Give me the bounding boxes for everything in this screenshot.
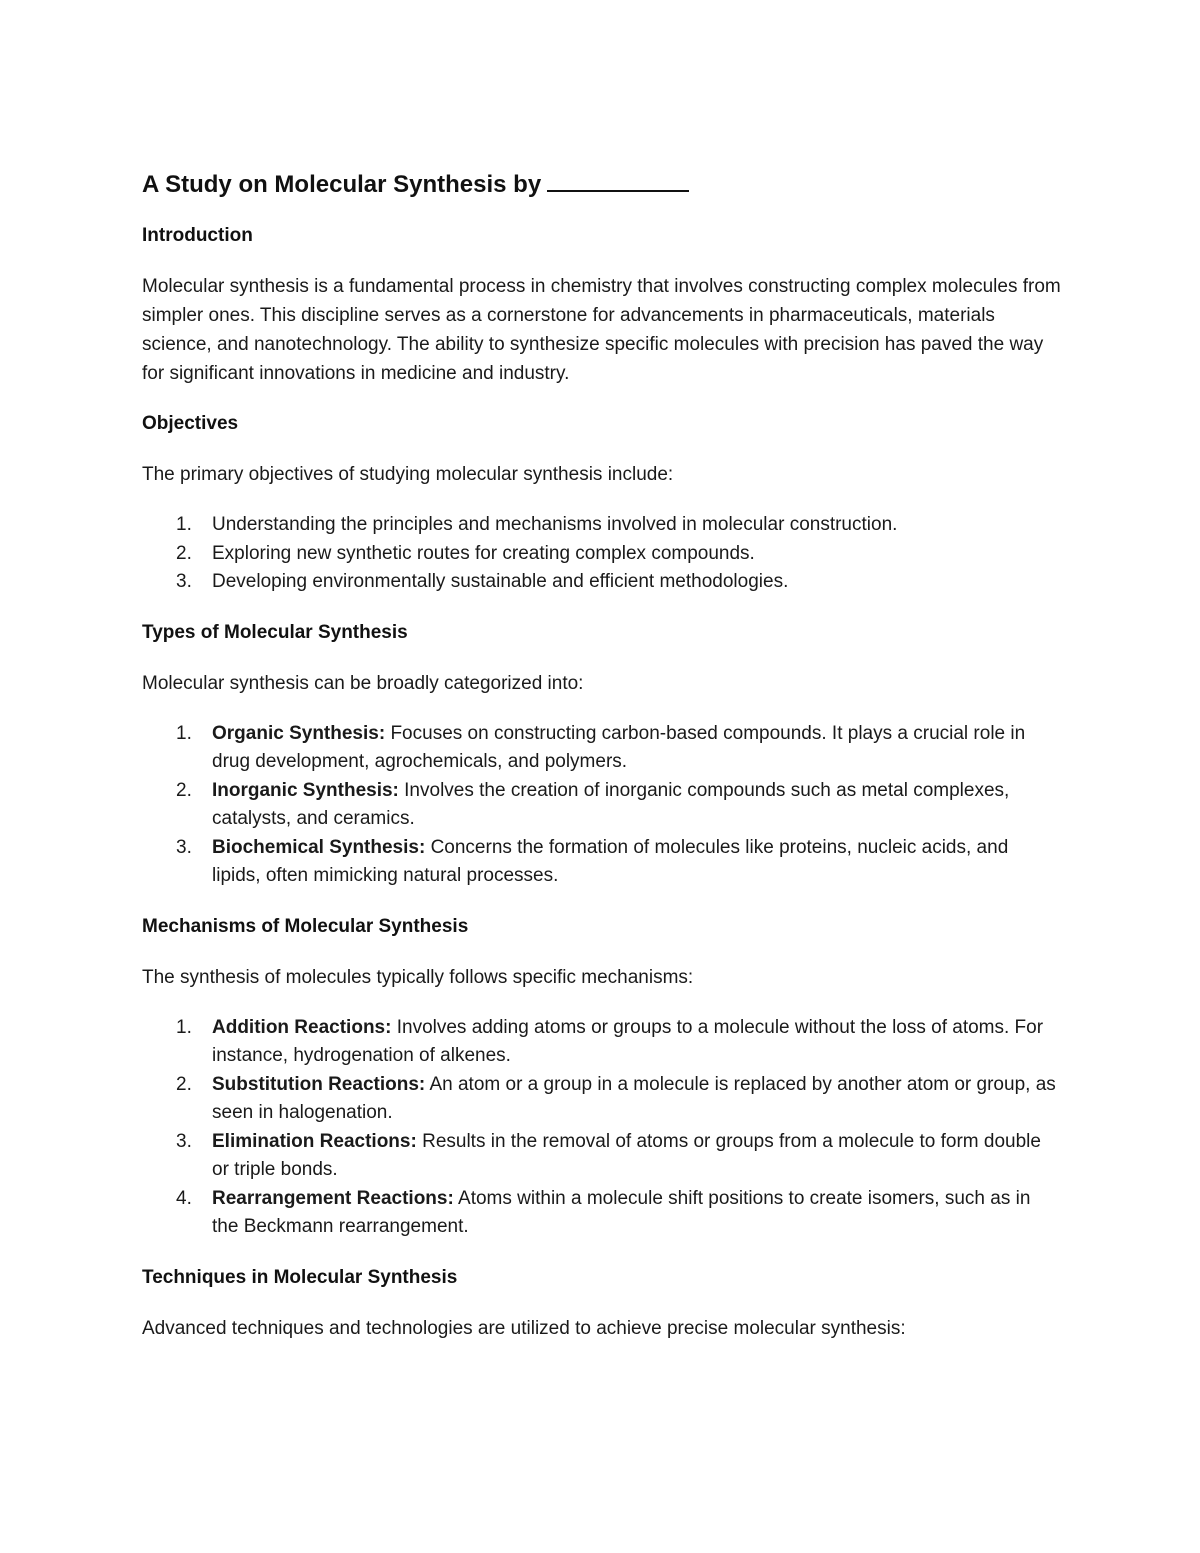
heading-types: Types of Molecular Synthesis [142,621,408,643]
objectives-paragraph: The primary objectives of studying molecular synthesis include: [142,464,674,485]
mechanisms-list [142,1014,1062,1242]
list-item-text: An atom or a group in a molecule is replaced by another atom or group, as seen in halogenation. [212,1073,1056,1123]
document-page [142,168,1062,1365]
list-item [142,568,1062,597]
heading-objectives: Objectives [142,413,239,434]
document-title-text: A Study on Molecular Synthesis by [142,171,542,198]
list-item [142,1071,1062,1128]
list-item-text: Results in the removal of atoms or groups from a molecule to form double or triple bonds. [212,1130,1041,1180]
list-number: 1. [176,514,192,535]
list-item-term: Inorganic Synthesis: [212,779,399,801]
list-item [142,511,1062,540]
list-item [142,777,1062,834]
list-item-text: Exploring new synthetic routes for creating complex compounds. [212,542,755,564]
list-item-text: Involves adding atoms or groups to a molecule without the loss of atoms. For instance, hydrogenation of alkenes. [212,1016,1044,1066]
techniques-paragraph: Advanced techniques and technologies are utilized to achieve precise molecular synthesis: [142,1317,906,1339]
heading-techniques: Techniques in Molecular Synthesis [142,1266,458,1288]
list-item-term: Organic Synthesis: [212,722,386,744]
types-list [142,720,1062,891]
list-item [142,1185,1062,1242]
list-item-text: Concerns the formation of molecules like proteins, nucleic acids, and lipids, often mimicking natural processes. [212,836,1009,886]
list-number: 1. [176,1016,192,1038]
list-number: 3. [176,836,192,858]
list-item-text: Involves the creation of inorganic compounds such as metal complexes, catalysts, and ceramics. [212,779,1010,829]
list-number: 2. [176,779,192,801]
list-item-text: Focuses on constructing carbon-based compounds. It plays a crucial role in drug development, agrochemicals, and polymers. [212,722,1026,772]
list-item [142,1014,1062,1071]
heading-introduction: Introduction [142,225,253,246]
list-item [142,540,1062,569]
document-title [142,168,1062,202]
list-item-term: Rearrangement Reactions: [212,1187,454,1209]
list-item-term: Addition Reactions: [212,1016,392,1038]
list-item [142,720,1062,777]
list-item-term: Elimination Reactions: [212,1130,417,1152]
list-item-term: Biochemical Synthesis: [212,836,426,858]
list-item-text: Developing environmentally sustainable and efficient methodologies. [212,571,789,592]
list-item [142,1128,1062,1185]
list-number: 3. [176,571,192,592]
list-item-term: Substitution Reactions: [212,1073,426,1095]
list-item [142,834,1062,891]
author-blank-line [547,170,689,192]
introduction-paragraph: Molecular synthesis is a fundamental process in chemistry that involves constructing complex molecules from simpler ones. This discipline serves as a cornerstone for advancements in pharmaceuticals, materials science, and nanotechnology. The ability to synthesize specific molecules with precision has paved the way for significant innovations in medicine and industry. [142,276,1061,384]
objectives-list [142,511,1062,597]
list-item-text: Understanding the principles and mechanisms involved in molecular construction. [212,514,898,535]
types-paragraph: Molecular synthesis can be broadly categorized into: [142,672,584,694]
list-number: 1. [176,722,192,744]
list-number: 4. [176,1187,192,1209]
list-number: 2. [176,542,192,564]
mechanisms-paragraph: The synthesis of molecules typically follows specific mechanisms: [142,966,694,988]
heading-mechanisms: Mechanisms of Molecular Synthesis [142,915,469,937]
list-number: 3. [176,1130,192,1152]
list-number: 2. [176,1073,192,1095]
list-item-text: Atoms within a molecule shift positions to create isomers, such as in the Beckmann rearrangement. [212,1187,1031,1237]
